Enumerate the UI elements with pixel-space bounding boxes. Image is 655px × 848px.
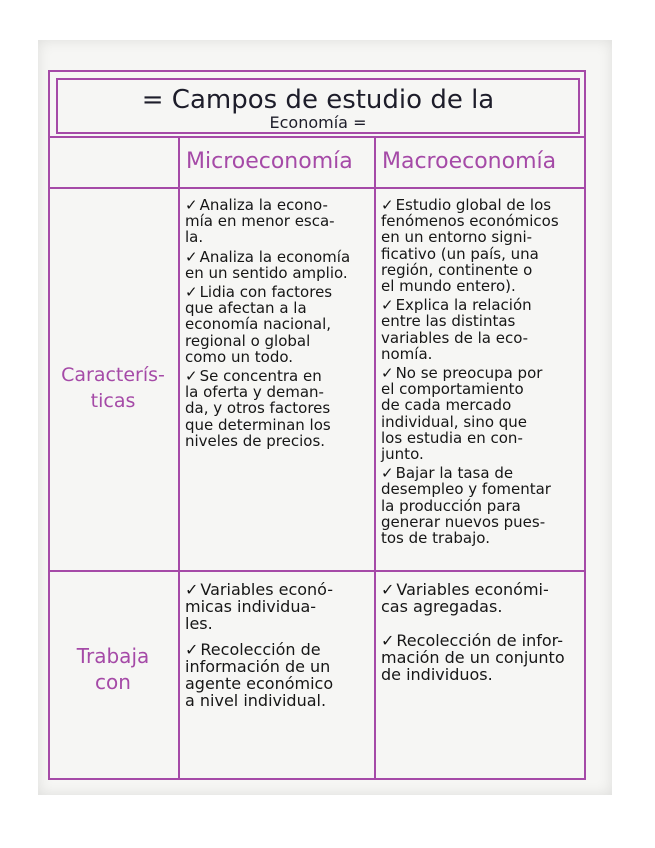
row-label-line: ticas: [90, 390, 136, 412]
item-line: ficativo (un país, una: [381, 244, 539, 263]
item-line: la oferta y deman-: [185, 383, 324, 402]
check-icon: ✓: [381, 296, 394, 315]
row-label-line: Trabaja: [76, 644, 150, 668]
check-icon: ✓: [185, 640, 199, 659]
item-line: junto.: [381, 445, 424, 464]
check-icon: ✓: [381, 464, 394, 483]
item-line: ✓ Bajar la tasa de: [381, 464, 514, 483]
item-line: desempleo y fomentar: [381, 480, 551, 499]
check-icon: ✓: [185, 196, 198, 214]
item-line: cas agregadas.: [381, 597, 503, 616]
check-icon: ✓: [185, 247, 198, 266]
check-icon: ✓: [381, 580, 395, 599]
check-icon: ✓: [381, 364, 394, 383]
row-divider-line: [48, 570, 586, 572]
item-line: la.: [185, 228, 204, 247]
row-label-line: con: [95, 670, 131, 694]
title-line-1: = Campos de estudio de la: [141, 85, 495, 115]
item-line: a nivel individual.: [185, 691, 327, 710]
list-item: [381, 581, 583, 615]
list-item: [185, 249, 371, 281]
item-line: micas individua-: [185, 597, 317, 616]
cell-trabaja-con-micro: [185, 581, 371, 712]
item-line: tos de trabajo.: [381, 529, 490, 548]
item-line: variables de la eco-: [381, 328, 529, 347]
item-line: generar nuevos pues-: [381, 512, 546, 531]
item-line: ✓ Variables econó-: [185, 580, 334, 599]
item-line: ✓ No se preocupa por: [381, 364, 543, 383]
title-box: [56, 78, 580, 134]
item-line: ✓ Recolección de infor-: [381, 631, 563, 650]
item-line: da, y otros factores: [185, 399, 331, 418]
item-line: economía nacional,: [185, 315, 332, 334]
item-line: en un entorno signi-: [381, 228, 533, 247]
header-macroeconomia: Macroeconomía: [382, 149, 557, 174]
item-line: región, continente o: [381, 260, 533, 279]
item-line: ✓ Estudio global de los: [381, 196, 552, 214]
item-line: individual, sino que: [381, 412, 528, 431]
item-line: el comportamiento: [381, 380, 524, 399]
item-line: mía en menor esca-: [185, 212, 335, 231]
item-line: regional o global: [185, 331, 311, 350]
row-label-trabaja-con: [50, 643, 176, 695]
item-line: de individuos.: [381, 665, 493, 684]
column-divider-right: [374, 136, 376, 780]
title-line-2: Economía =: [269, 113, 367, 132]
item-line: como un todo.: [185, 347, 294, 366]
list-item: [381, 632, 583, 683]
header-microeconomia: Microeconomía: [186, 149, 353, 174]
item-line: niveles de precios.: [185, 431, 326, 450]
item-line: de cada mercado: [381, 396, 512, 415]
item-line: el mundo entero).: [381, 277, 516, 296]
list-item: [185, 581, 371, 632]
item-line: ✓ Explica la relación: [381, 296, 532, 315]
item-line: ✓ Recolección de: [185, 640, 321, 659]
cell-trabaja-con-macro: [381, 581, 583, 686]
list-item: [185, 368, 371, 449]
item-line: que afectan a la: [185, 299, 307, 318]
item-line: que determinan los: [185, 415, 331, 434]
column-divider-left: [178, 136, 180, 780]
item-line: ✓ Analiza la economía: [185, 247, 351, 266]
item-line: ✓ Se concentra en: [185, 367, 322, 386]
check-icon: ✓: [381, 631, 395, 650]
check-icon: ✓: [381, 196, 394, 214]
item-line: información de un: [185, 657, 331, 676]
check-icon: ✓: [185, 580, 199, 599]
item-line: ✓ Lidia con factores: [185, 283, 333, 302]
list-item: [381, 297, 583, 362]
check-icon: ✓: [185, 283, 198, 302]
list-item: [185, 641, 371, 709]
cell-caracteristicas-micro: [185, 197, 371, 452]
item-line: agente económico: [185, 674, 334, 693]
item-line: nomía.: [381, 344, 433, 363]
list-item: [381, 365, 583, 462]
item-line: les.: [185, 614, 213, 633]
item-line: entre las distintas: [381, 312, 516, 331]
item-line: la producción para: [381, 496, 521, 515]
item-line: en un sentido amplio.: [185, 263, 348, 282]
item-line: mación de un conjunto: [381, 648, 565, 667]
list-item: [185, 284, 371, 365]
header-top-line: [48, 136, 586, 138]
list-item: [185, 197, 371, 246]
row-label-line: Caracterís-: [61, 364, 165, 386]
cell-caracteristicas-macro: [381, 197, 583, 549]
row-label-caracteristicas: [50, 362, 176, 414]
list-item: [381, 197, 583, 294]
notes-sheet: [48, 70, 586, 780]
item-line: ✓ Variables económi-: [381, 580, 549, 599]
item-line: los estudia en con-: [381, 428, 523, 447]
item-line: fenómenos económicos: [381, 212, 559, 231]
check-icon: ✓: [185, 367, 198, 386]
item-line: ✓ Analiza la econo-: [185, 196, 328, 214]
header-bottom-line: [48, 187, 586, 189]
list-item: [381, 465, 583, 546]
